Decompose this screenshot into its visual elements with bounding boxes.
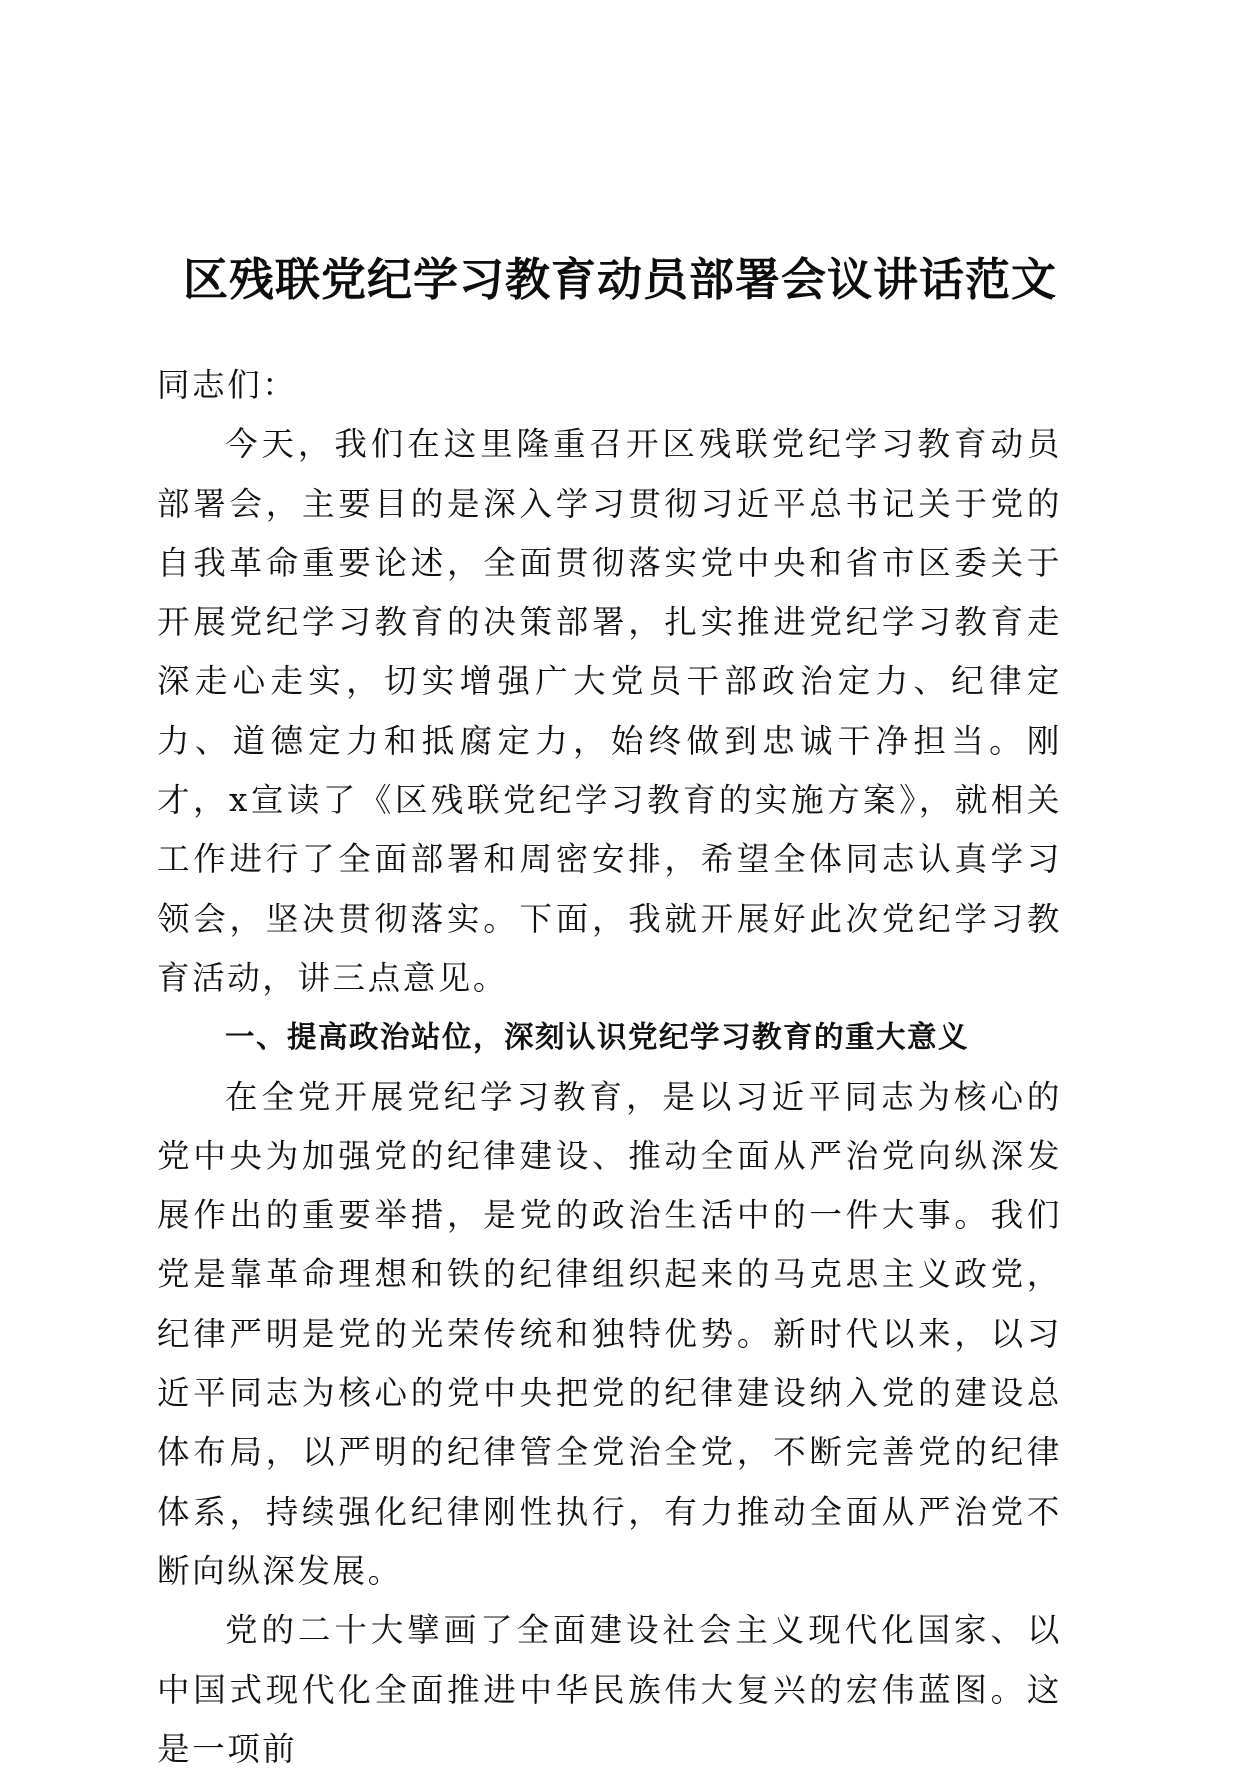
section-heading-1: 一、提高政治站位，深刻认识党纪学习教育的重大意义	[225, 1020, 970, 1055]
document-body	[157, 356, 1062, 1779]
document-title: 区残联党纪学习教育动员部署会议讲话范文	[182, 253, 1057, 306]
paragraph-intro: 今天，我们在这里隆重召开区残联党纪学习教育动员部署会，主要目的是深入学习贯彻习近平总书记关于党的自我革命重要论述，全面贯彻落实党中央和省市区委关于开展党纪学习教育的决策部署，扎实推进党纪学习教育走深走心走实，切实增强广大党员干部政治定力、纪律定力、道德定力和抵腐定力，始终做到忠诚干净担当。刚才，x宣读了《区残联党纪学习教育的实施方案》，就相关工作进行了全面部署和周密安排，希望全体同志认真学习领会，坚决贯彻落实。下面，我就开展好此次党纪学习教育活动，讲三点意见。	[157, 425, 1062, 997]
paragraph-section1-2: 党的二十大擘画了全面建设社会主义现代化国家、以中国式现代化全面推进中华民族伟大复兴的宏伟蓝图。这是一项前	[157, 1611, 1062, 1768]
paragraph-section1-1: 在全党开展党纪学习教育，是以习近平同志为核心的党中央为加强党的纪律建设、推动全面从严治党向纵深发展作出的重要举措，是党的政治生活中的一件大事。我们党是靠革命理想和铁的纪律组织起来的马克思主义政党，纪律严明是党的光荣传统和独特优势。新时代以来，以习近平同志为核心的党中央把党的纪律建设纳入党的建设总体布局，以严明的纪律管全党治全党，不断完善党的纪律体系，持续强化纪律刚性执行，有力推动全面从严治党不断向纵深发展。	[157, 1077, 1062, 1590]
salutation: 同志们：	[157, 366, 298, 404]
